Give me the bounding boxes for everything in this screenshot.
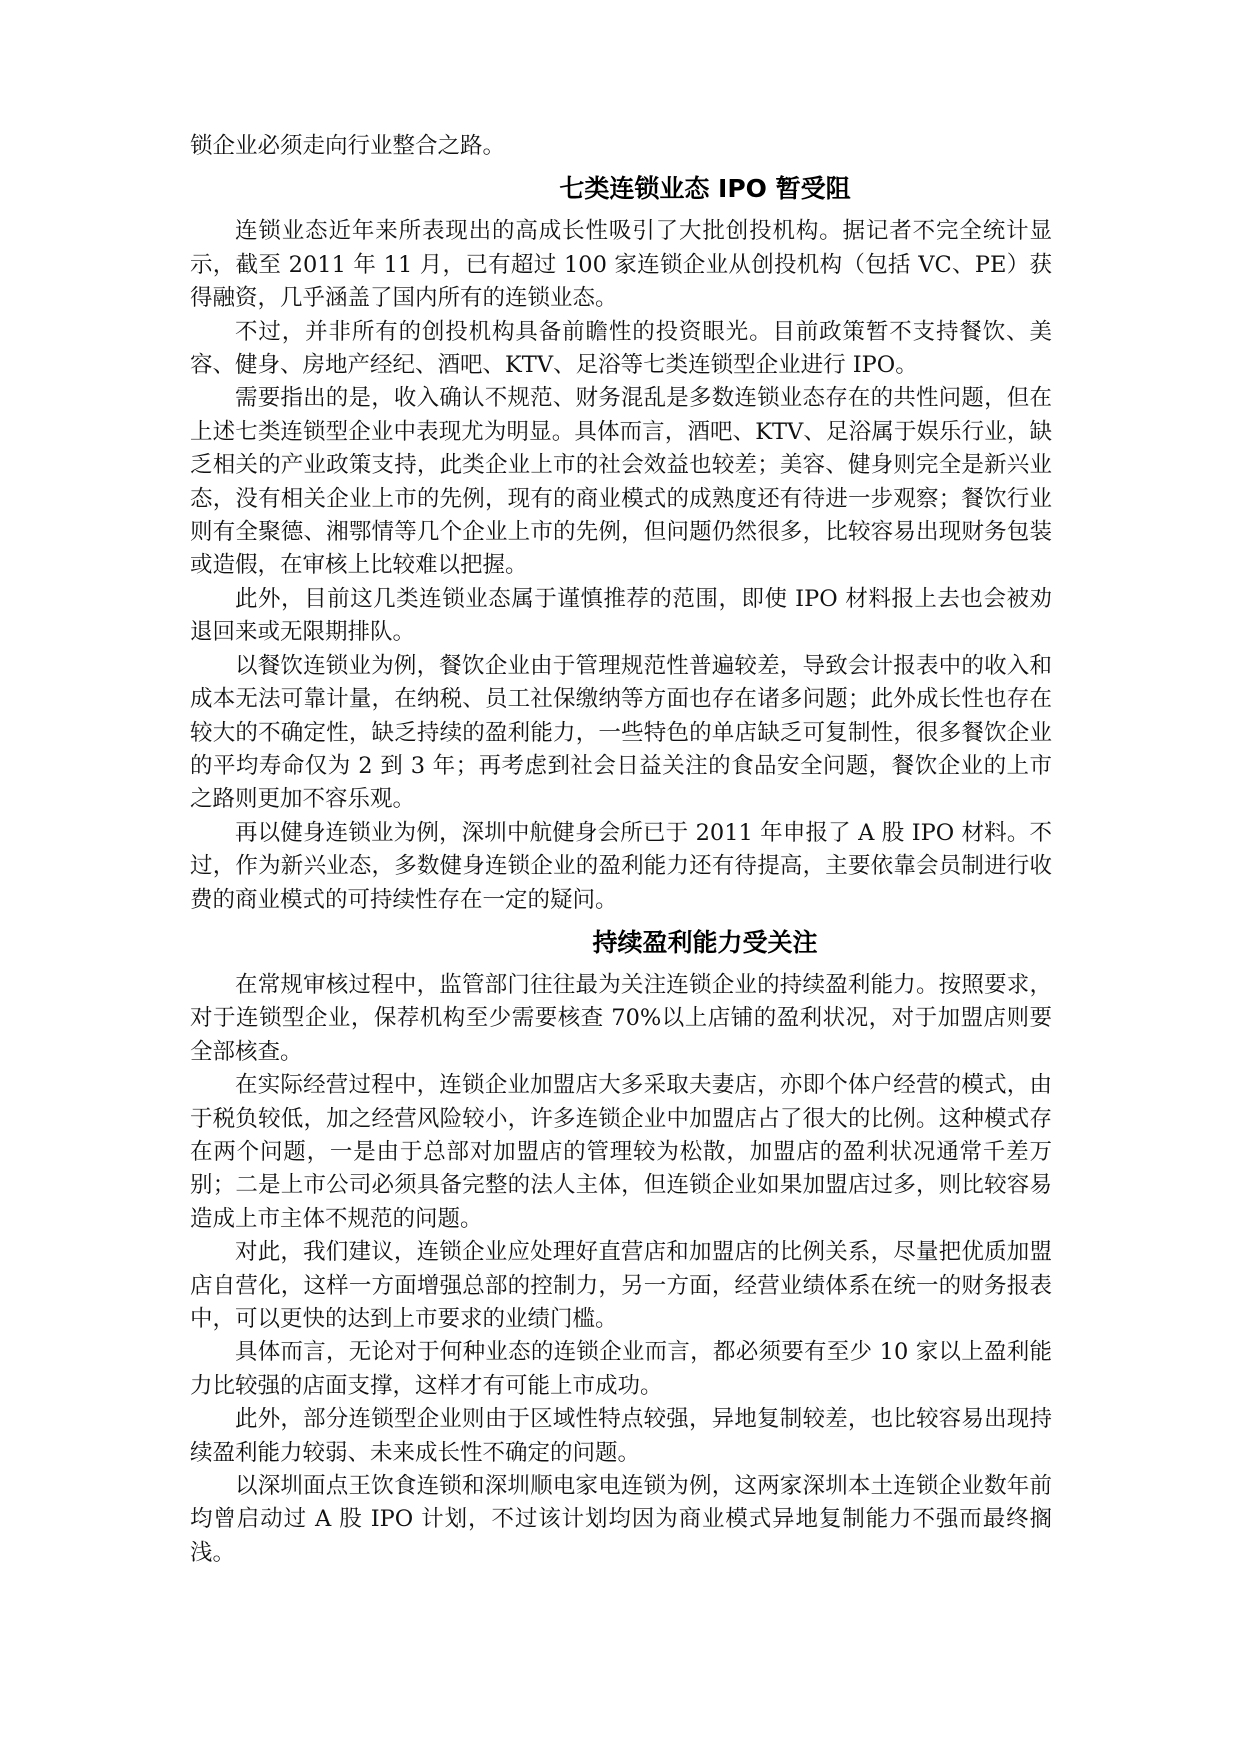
section-heading-ipo-blocked: 七类连锁业态 IPO 暂受阻: [559, 174, 851, 204]
paragraph: 在实际经营过程中，连锁企业加盟店大多采取夫妻店，亦即个体户经营的模式，由于税负较低，加之经营风险较小，许多连锁企业中加盟店占了很大的比例。这种模式存在两个问题，一是由于总部对加盟店的管理较为松散，加盟店的盈利状况通常千差万别；二是上市公司必须具备完整的法人主体，但连锁企业如果加盟店过多，则比较容易造成上市主体不规范的问题。: [190, 1072, 1052, 1232]
paragraph: 对此，我们建议，连锁企业应处理好直营店和加盟店的比例关系，尽量把优质加盟店自营化，这样一方面增强总部的控制力，另一方面，经营业绩体系在统一的财务报表中，可以更快的达到上市要求的业绩门槛。: [190, 1239, 1052, 1332]
paragraph: 连锁业态近年来所表现出的高成长性吸引了大批创投机构。据记者不完全统计显示，截至 2011 年 11 月，已有超过 100 家连锁企业从创投机构（包括 VC、PE）获得融资，几乎涵盖了国内所有的连锁业态。: [190, 218, 1052, 312]
document-page: [190, 130, 1052, 1570]
paragraph: 此外，部分连锁型企业则由于区域性特点较强，异地复制较差，也比较容易出现持续盈利能力较弱、未来成长性不确定的问题。: [190, 1406, 1052, 1466]
paragraph: 不过，并非所有的创投机构具备前瞻性的投资眼光。目前政策暂不支持餐饮、美容、健身、房地产经纪、酒吧、KTV、足浴等七类连锁型企业进行 IPO。: [190, 318, 1052, 379]
lead-paragraph: 锁企业必须走向行业整合之路。: [190, 133, 506, 159]
paragraph: 需要指出的是，收入确认不规范、财务混乱是多数连锁业态存在的共性问题，但在上述七类连锁型企业中表现尤为明显。具体而言，酒吧、KTV、足浴属于娱乐行业，缺乏相关的产业政策支持，此类企业上市的社会效益也较差；美容、健身则完全是新兴业态，没有相关企业上市的先例，现有的商业模式的成熟度还有待进一步观察；餐饮行业则有全聚德、湘鄂情等几个企业上市的先例，但问题仍然很多，比较容易出现财务包装或造假，在审核上比较难以把握。: [190, 385, 1052, 579]
paragraph: 在常规审核过程中，监管部门往往最为关注连锁企业的持续盈利能力。按照要求，对于连锁型企业，保荐机构至少需要核查 70%以上店铺的盈利状况，对于加盟店则要全部核查。: [190, 971, 1052, 1065]
paragraph: 具体而言，无论对于何种业态的连锁企业而言，都必须要有至少 10 家以上盈利能力比较强的店面支撑，这样才有可能上市成功。: [190, 1339, 1052, 1399]
paragraph: 再以健身连锁业为例，深圳中航健身会所已于 2011 年申报了 A 股 IPO 材料。不过，作为新兴业态，多数健身连锁企业的盈利能力还有待提高，主要依靠会员制进行收费的商业模式的可持续性存在一定的疑问。: [190, 819, 1052, 913]
paragraph: 以餐饮连锁业为例，餐饮企业由于管理规范性普遍较差，导致会计报表中的收入和成本无法可靠计量，在纳税、员工社保缴纳等方面也存在诸多问题；此外成长性也存在较大的不确定性，缺乏持续的盈利能力，一些特色的单店缺乏可复制性，很多餐饮企业的平均寿命仅为 2 到 3 年；再考虑到社会日益关注的食品安全问题，餐饮企业的上市之路则更加不容乐观。: [190, 652, 1052, 813]
paragraph: 此外，目前这几类连锁业态属于谨慎推荐的范围，即使 IPO 材料报上去也会被劝退回来或无限期排队。: [190, 585, 1052, 646]
section-heading-sustained-profitability: 持续盈利能力受关注: [592, 927, 818, 957]
paragraph: 以深圳面点王饮食连锁和深圳顺电家电连锁为例，这两家深圳本土连锁企业数年前均曾启动过 A 股 IPO 计划，不过该计划均因为商业模式异地复制能力不强而最终搁浅。: [190, 1473, 1052, 1566]
